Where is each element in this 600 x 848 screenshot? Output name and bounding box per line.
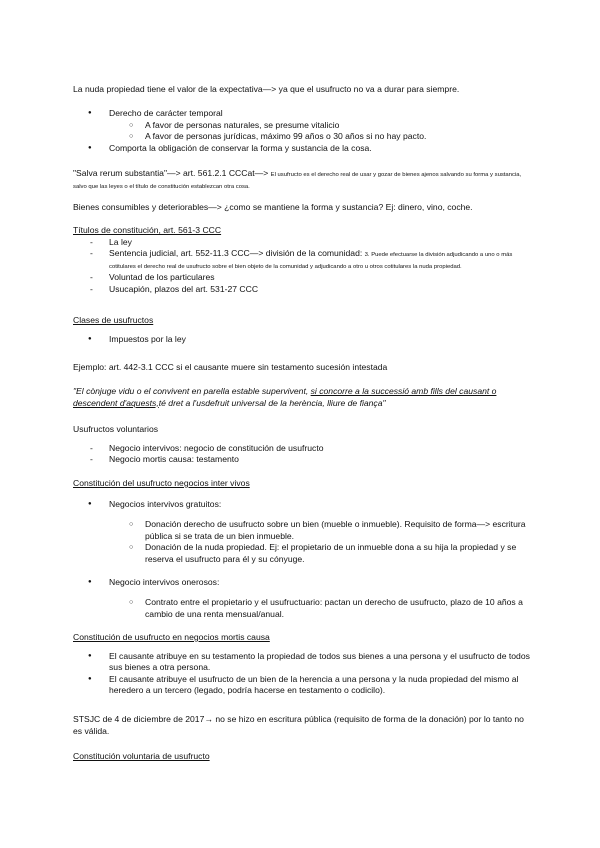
section-titulos	[73, 225, 533, 295]
paragraph-nuda-propiedad: La nuda propiedad tiene el valor de la expectativa—> ya que el usufructo no va a durar para siempre.	[73, 84, 460, 94]
list-item: ● Comporta la obligación de conservar la forma y sustancia de la cosa.	[73, 143, 533, 155]
paragraph-stsjc: STSJC de 4 de diciembre de 2017→ no se hizo en escritura pública (requisito de forma de la donación) por lo tanto no es válida.	[73, 714, 524, 736]
section-heading: Constitución del usufructo negocios inter vivos	[73, 478, 250, 488]
section-heading: Clases de usufructos	[73, 315, 154, 325]
list-item: ● El causante atribuye el usufructo de un bien de la herencia a una persona y la nuda propiedad del mismo al heredero a un tercero (legado, podría hacerse en testamento o codicilo).	[73, 674, 533, 697]
list-item: ● Derecho de carácter temporal ○ A favor de personas naturales, se presume vitalicio ○ A favor de personas jurídicas, máximo 99 años o 30 años si no hay pacto.	[73, 108, 533, 143]
list-item: - Usucapión, plazos del art. 531-27 CCC	[73, 284, 533, 296]
list-item: ● Impuestos por la ley	[73, 334, 533, 346]
list-item: ○ A favor de personas jurídicas, máximo 99 años o 30 años si no hay pacto.	[73, 131, 533, 143]
section-heading: Títulos de constitución, art. 561-3 CCC	[73, 225, 222, 235]
list-item: ● Negocios intervivos gratuitos:	[73, 499, 533, 511]
quote-article: "El cònjuge vidu o el convivent en parella estable supervivent, si concorre a la successió amb fills del causant o descendent d'aquests,té dret a l'usdefruit universal de la herència, lliure de fiança"	[73, 386, 497, 408]
paragraph-salva: "Salva rerum substantia"—> art. 561.2.1 CCCat—> El usufructo es el derecho real de usar y gozar de bienes ajenos salvando su forma y sustancia, salvo que las leyes o el título de constitución establezcan otra cosa.	[73, 168, 522, 190]
list-item: ● El causante atribuye en su testamento la propiedad de todos sus bienes a una persona y el usufructo de todos sus bienes a otra persona.	[73, 651, 533, 674]
list-item: ○ Contrato entre el propietario y el usufructuario: pactan un derecho de usufructo, plazo de 10 años a cambio de una renta mensual/anual.	[73, 597, 533, 620]
section-heading-final: Constitución voluntaria de usufructo	[73, 751, 210, 761]
temporal-list	[73, 108, 533, 154]
list-item: - La ley	[73, 237, 533, 249]
section-heading: Usufructos voluntarios	[73, 424, 159, 434]
section-clases	[73, 315, 533, 345]
list-item: - Voluntad de los particulares	[73, 272, 533, 284]
list-item: ● Negocio intervivos onerosos:	[73, 577, 533, 589]
list-item: ○ Donación de la nuda propiedad. Ej: el propietario de un inmueble dona a su hija la propiedad y se reserva el usufructo para él y su cónyuge.	[73, 542, 533, 565]
section-voluntarios	[73, 424, 533, 466]
list-item: ○ Donación derecho de usufructo sobre un bien (mueble o inmueble). Requisito de forma—> escritura pública si se trata de un bien inmueble.	[73, 519, 533, 542]
paragraph-bienes: Bienes consumibles y deteriorables—> ¿como se mantiene la forma y sustancia? Ej: dinero, vino, coche.	[73, 202, 473, 212]
section-mortis	[73, 632, 533, 697]
list-item: - Negocio intervivos: negocio de constitución de usufructo	[73, 443, 533, 455]
list-item: ○ A favor de personas naturales, se presume vitalicio	[73, 120, 533, 132]
section-intervivos	[73, 478, 533, 620]
list-item: - Sentencia judicial, art. 552-11.3 CCC—> división de la comunidad: 3. Puede efectuarse la división adjudicando a uno o más cotitulares el derecho real de usufructo sobre el bien objeto de la comunidad y adjudicando a otro u otros cotitulares la nuda propiedad.	[73, 248, 533, 272]
paragraph-ejemplo: Ejemplo: art. 442-3.1 CCC si el causante muere sin testamento sucesión intestada	[73, 362, 388, 372]
section-heading: Constitución de usufructo en negocios mortis causa	[73, 632, 270, 642]
list-item: - Negocio mortis causa: testamento	[73, 454, 533, 466]
